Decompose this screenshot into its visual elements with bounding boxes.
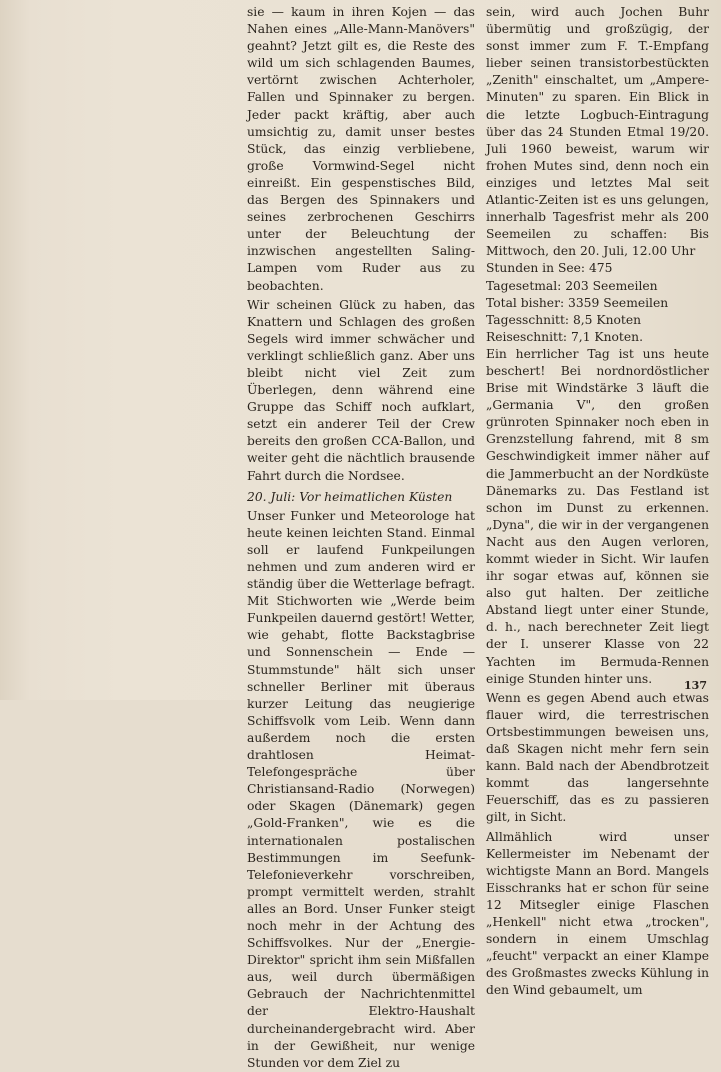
page-number: 137	[684, 679, 707, 692]
left-column	[247, 4, 475, 1072]
paragraph: Wir scheinen Glück zu haben, das Knattern und Schlagen des großen Segels wird immer schwächer und verklingt schließlich ganz. Aber uns bleibt nicht viel Zeit zum Überlegen, denn während eine Gruppe das Schiff noch aufklart, setzt ein anderer Teil der Crew bereits den großen CCA-Ballon, und weiter geht die nächtlich brausende Fahrt durch die Nordsee.	[247, 297, 475, 483]
paragraph: Wenn es gegen Abend auch etwas flauer wird, die terrestrischen Ortsbestimmungen beweisen uns, daß Skagen nicht mehr fern sein kann. Bald nach der Abendbrotzeit kommt das langersehnte Feuerschiff, das es zu passieren gilt, in Sicht.	[486, 690, 709, 825]
section-heading: 20. Juli: Vor heimatlichen Küsten	[247, 489, 453, 504]
paragraph: Allmählich wird unser Kellermeister im Nebenamt der wichtigste Mann an Bord. Mangels Eisschranks hat er schon für seine 12 Mitsegler einige Flaschen „Henkell" nicht etwa „trocken", sondern in einem Umschlag „feucht" verpackt an einer Klampe des Großmastes zwecks Kühlung in den Wind gebaumelt, um	[486, 829, 709, 998]
paragraph: Unser Funker und Meteorologe hat heute keinen leichten Stand. Einmal soll er laufend Funkpeilungen nehmen und zum anderen wird er ständig über die Wetterlage befragt. Mit Stichworten wie „Werde beim Funkpeilen dauernd gestört! Wetter, wie gehabt, flotte Backstagbrise und Sonnenschein — Ende — Stummstunde" hält sich unser schneller Berliner mit überaus kurzer Leitung das neugierige Schiffsvolk vom Leib. Wenn dann außerdem noch die ersten drahtlosen Heimat-Telefongespräche über Christiansand-Radio (Norwegen) oder Skagen (Dänemark) gegen „Gold-Franken", wie es die internationalen postalischen Bestimmungen im Seefunk-Telefonieverkehr vorschreiben, prompt vermittelt werden, strahlt alles an Bord. Unser Funker steigt noch mehr in der Achtung des Schiffsvolkes. Nur der „Energie-Direktor" spricht ihm sein Mißfallen aus, weil durch übermäßigen Gebrauch der Nachrichtenmittel der Elektro-Haushalt durcheinandergebracht wird. Aber in der Gewißheit, nur wenige Stunden vor dem Ziel zu	[247, 508, 475, 1070]
logbook-stats	[486, 260, 709, 345]
stat-total-so-far: Total bisher: 3359 Seemeilen	[486, 295, 669, 310]
stat-daily-run: Tagesetmal: 203 Seemeilen	[486, 278, 658, 293]
paragraph: Ein herrlicher Tag ist uns heute beschert! Bei nordnordöstlicher Brise mit Windstärke 3 läuft die „Germania V", den großen grünroten Spinnaker noch eben in Grenzstellung fahrend, mit 8 sm Geschwindigkeit immer näher auf die Jammerbucht an der Nordküste Dänemarks zu. Das Festland ist schon im Dunst zu erkennen. „Dyna", die wir in der vergangenen Nacht aus den Augen verloren, kommt wieder in Sicht. Wir laufen ihr sogar etwas auf, können sie also gut halten. Der zeitliche Abstand liegt unter einer Stunde, d. h., nach berechneter Zeit liegt der I. unserer Klasse von 22 Yachten im Bermuda-Rennen einige Stunden hinter uns.	[486, 346, 709, 686]
paragraph: sein, wird auch Jochen Buhr übermütig und großzügig, der sonst immer zum F. T.-Empfang lieber seinen transistorbestückten „Zenith" einschaltet, um „Ampere-Minuten" zu sparen. Ein Blick in die letzte Logbuch-Eintragung über das 24 Stunden Etmal 19/20. Juli 1960 beweist, warum wir frohen Mutes sind, denn noch ein einziges und letztes Mal seit Atlantic-Zeiten ist es uns gelungen, innerhalb Tagesfrist mehr als 200 Seemeilen zu schaffen: Bis Mittwoch, den 20. Juli, 12.00 Uhr	[486, 5, 709, 259]
stat-trip-average: Reiseschnitt: 7,1 Knoten.	[486, 329, 643, 344]
right-column	[486, 4, 709, 999]
stat-daily-average: Tagesschnitt: 8,5 Knoten	[486, 312, 642, 327]
paragraph: sie — kaum in ihren Kojen — das Nahen eines „Alle-Mann-Manövers" geahnt? Jetzt gilt es, die Reste des wild um sich schlagenden Baumes, vertörnt zwischen Achterholer, Fallen und Spinnaker zu bergen. Jeder packt kräftig, aber auch umsichtig zu, damit unser bestes Stück, das einzig verbliebene, große Vormwind-Segel nicht einreißt. Ein gespenstisches Bild, das Bergen des Spinnakers und seines zerbrochenen Geschirrs unter der Beleuchtung der inzwischen angestellten Saling-Lampen vom Ruder aus zu beobachten.	[247, 5, 475, 293]
stat-hours-at-sea: Stunden in See: 475	[486, 261, 613, 276]
